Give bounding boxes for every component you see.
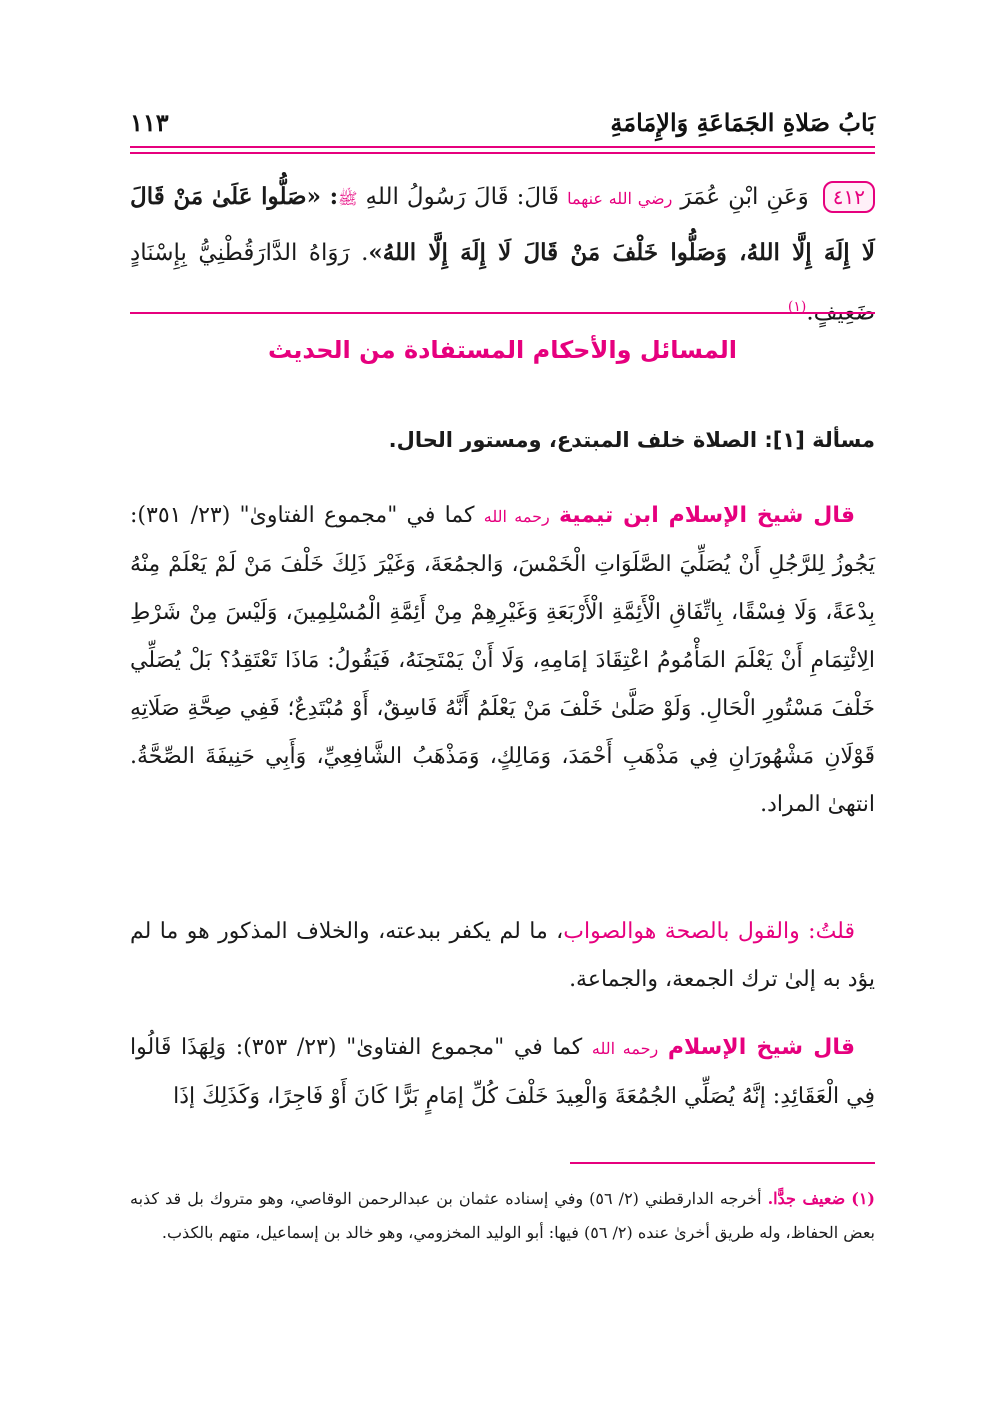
footnote-ref[interactable]: (١)	[787, 299, 807, 315]
paragraph-ibn-taymiyyah-1	[130, 492, 875, 829]
honorific-scholar: رحمه الله	[483, 507, 550, 526]
quote-attribution: قال شيخ الإسلام ابن تيمية	[558, 503, 856, 528]
header-rule-top	[130, 146, 875, 148]
paragraph-author-comment	[130, 908, 875, 1004]
quote-body-2: وَلِهَذَا قَالُوا فِي الْعَقَائِدِ: إنَّهُ يُصَلِّي الجُمُعَةَ وَالْعِيدَ خَلْفَ كُلِّ إمَامٍ بَرًّا كَانَ أَوْ فَاجِرًا، وَكَذَلِكَ إذَا	[130, 1035, 875, 1109]
hadith-separator	[130, 312, 875, 314]
author-verdict: هوالصواب	[563, 919, 657, 944]
honorific-prophet: ﷺ	[338, 189, 358, 208]
author-rest: ، ما لم يكفر ببدعته، والخلاف المذكور هو ما لم يؤد به إلىٰ ترك الجمعة، والجماعة.	[130, 919, 875, 992]
hadith-narration: . رَوَاهُ الدَّارَقُطْنِيُّ بِإِسْنَادٍ ضَعِيفٍ.	[130, 240, 875, 326]
honorific-scholar-2: رحمه الله	[591, 1039, 659, 1058]
footnote-marker: (١)	[851, 1189, 875, 1208]
footnote-text: أخرجه الدارقطني (٢/ ٥٦) وفي إسناده عثمان بن عبدالرحمن الوقاصي، وهو متروك بل قد كذبه بعض الحفاظ، وله طريق أخرىٰ عنده (٢/ ٥٦) فيها: أبو الوليد المخزومي، وهو خالد بن إسماعيل، متهم بالكذب.	[130, 1189, 875, 1242]
footnote-grade: ضعيف جدًّا.	[767, 1189, 846, 1208]
footnote-separator	[570, 1162, 875, 1164]
paragraph-ibn-taymiyyah-2	[130, 1024, 875, 1121]
quote-attribution-2: قال شيخ الإسلام	[667, 1035, 856, 1060]
hadith-block	[130, 170, 875, 340]
source-citation: كما في "مجموع الفتاوىٰ" (٢٣/ ٣٥١):	[130, 503, 475, 528]
author-lead: قلتُ: والقول بالصحة	[664, 919, 855, 944]
masala-heading: مسألة [١]: الصلاة خلف المبتدع، ومستور الحال.	[388, 428, 875, 452]
source-citation-2: كما في "مجموع الفتاوىٰ" (٢٣/ ٣٥٣):	[235, 1035, 583, 1060]
honorific-companion: رضي الله عنهما	[567, 189, 673, 208]
page-number: ١١٣	[130, 108, 169, 137]
footnote	[130, 1182, 875, 1250]
section-heading: المسائل والأحكام المستفادة من الحديث	[267, 336, 738, 364]
quote-body: يَجُوزُ لِلرَّجُلِ أَنْ يُصَلِّيَ الصَّلَوَاتِ الْخَمْسَ، وَالجمُعَةَ، وَغَيْرَ ذَلِكَ خَلْفَ مَنْ لَمْ يَعْلَمْ مِنْهُ بِدْعَةً، وَلَا فِسْقًا، بِاتِّفَاقِ الْأَئِمَّةِ الْأَرْبَعَةِ وَغَيْرِهِمْ مِنْ أَئِمَّةِ الْمُسْلِمِينَ، وَلَيْسَ مِنْ شَرْطِ الِائْتِمَامِ أَنْ يَعْلَمَ المَأْمُومُ اعْتِقَادَ إمَامِهِ، وَلَا أَنْ يَمْتَحِنَهُ، فَيَقُولُ: مَاذَا تَعْتَقِدُ؟ بَلْ يُصَلِّي خَلْفَ مَسْتُورِ الْحَالِ. وَلَوْ صَلَّىٰ خَلْفَ مَنْ يَعْلَمُ أَنَّهُ فَاسِقٌ، أَوْ مُبْتَدِعٌ؛ فَفِي صِحَّةِ صَلَاتِهِ قَوْلَانِ مَشْهُورَانِ فِي مَذْهَبِ أَحْمَدَ، وَمَالِكٍ، وَمَذْهَبُ الشَّافِعِيِّ، وَأَبِي حَنِيفَةَ الصِّحَّةُ. انتهىٰ المراد.	[130, 552, 875, 817]
hadith-quote: : «صَلُّوا عَلَىٰ مَنْ قَالَ لَا إِلَهَ إِلَّا اللهُ، وَصَلُّوا خَلْفَ مَنْ قَالَ لَا إِلَهَ إِلَّا اللهُ»	[130, 183, 875, 266]
header-rule-bottom	[130, 152, 875, 154]
book-page	[130, 0, 875, 1418]
chapter-title: بَابُ صَلاةِ الجَمَاعَةِ وَالإِمَامَةِ	[610, 108, 875, 137]
running-header	[130, 104, 875, 144]
hadith-number-badge: ٤١٢	[823, 181, 875, 213]
hadith-text-b: قَالَ: قَالَ رَسُولُ اللهِ	[365, 184, 560, 210]
hadith-text-a: وَعَنِ ابْنِ عُمَرَ	[680, 184, 809, 210]
